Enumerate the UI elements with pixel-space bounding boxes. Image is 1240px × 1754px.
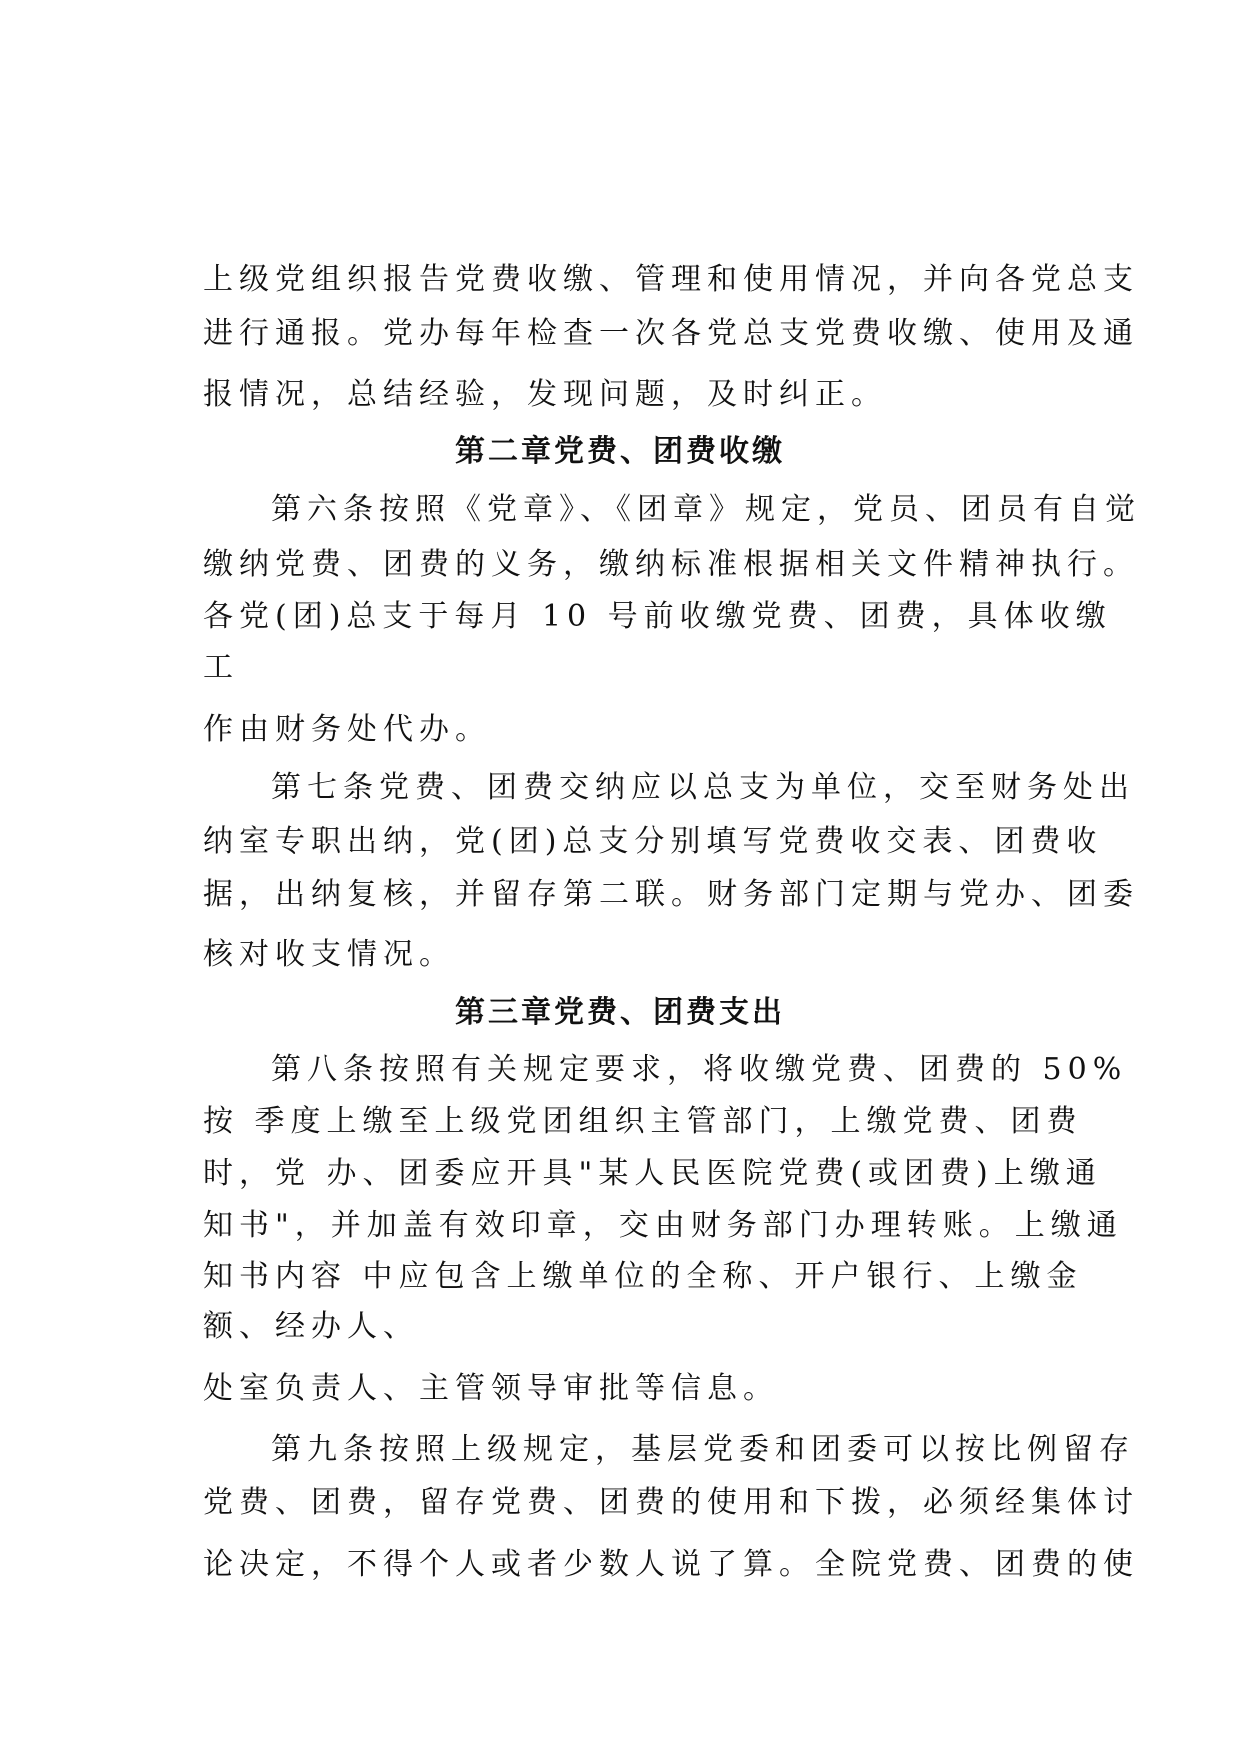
article-line: 核对收支情况。	[203, 937, 455, 972]
paragraph-line: 上级党组织报告党费收缴、管理和使用情况，并向各党总支	[203, 262, 1139, 297]
article-line: 作由财务处代办。	[203, 712, 491, 747]
article-line: 知书"，并加盖有效印章，交由财务部门办理转账。上缴通	[203, 1208, 1123, 1243]
chapter-heading: 第三章党费、团费支出	[455, 995, 785, 1030]
article-line: 第六条按照《党章》、《团章》规定，党员、团员有自觉	[271, 492, 1141, 527]
article-line: 时，党 办、团委应开具"某人民医院党费(或团费)上缴通	[203, 1156, 1102, 1191]
article-line: 额、经办人、	[203, 1309, 419, 1344]
article-line: 处室负责人、主管领导审批等信息。	[203, 1371, 779, 1406]
article-line: 据，出纳复核，并留存第二联。财务部门定期与党办、团委	[203, 877, 1139, 912]
paragraph-line: 报情况，总结经验，发现问题，及时纠正。	[203, 377, 887, 412]
paragraph-line: 进行通报。党办每年检查一次各党总支党费收缴、使用及通	[203, 316, 1139, 351]
article-line: 党费、团费，留存党费、团费的使用和下拨，必须经集体讨	[203, 1485, 1139, 1520]
article-line: 纳室专职出纳，党(团)总支分别填写党费收交表、团费收	[203, 824, 1103, 859]
article-line: 第八条按照有关规定要求，将收缴党费、团费的 50%	[271, 1052, 1128, 1087]
article-line: 缴纳党费、团费的义务，缴纳标准根据相关文件精神执行。	[203, 547, 1139, 582]
chapter-heading: 第二章党费、团费收缴	[455, 434, 785, 469]
article-line: 知书内容 中应包含上缴单位的全称、开户银行、上缴金	[203, 1259, 1083, 1294]
article-line: 工	[203, 650, 239, 685]
article-line: 论决定，不得个人或者少数人说了算。全院党费、团费的使	[203, 1547, 1139, 1582]
article-line: 按 季度上缴至上级党团组织主管部门，上缴党费、团费	[203, 1104, 1083, 1139]
article-line: 各党(团)总支于每月 10 号前收缴党费、团费，具体收缴	[203, 599, 1112, 634]
article-line: 第七条党费、团费交纳应以总支为单位，交至财务处出	[271, 770, 1135, 805]
article-line: 第九条按照上级规定，基层党委和团委可以按比例留存	[271, 1432, 1135, 1467]
